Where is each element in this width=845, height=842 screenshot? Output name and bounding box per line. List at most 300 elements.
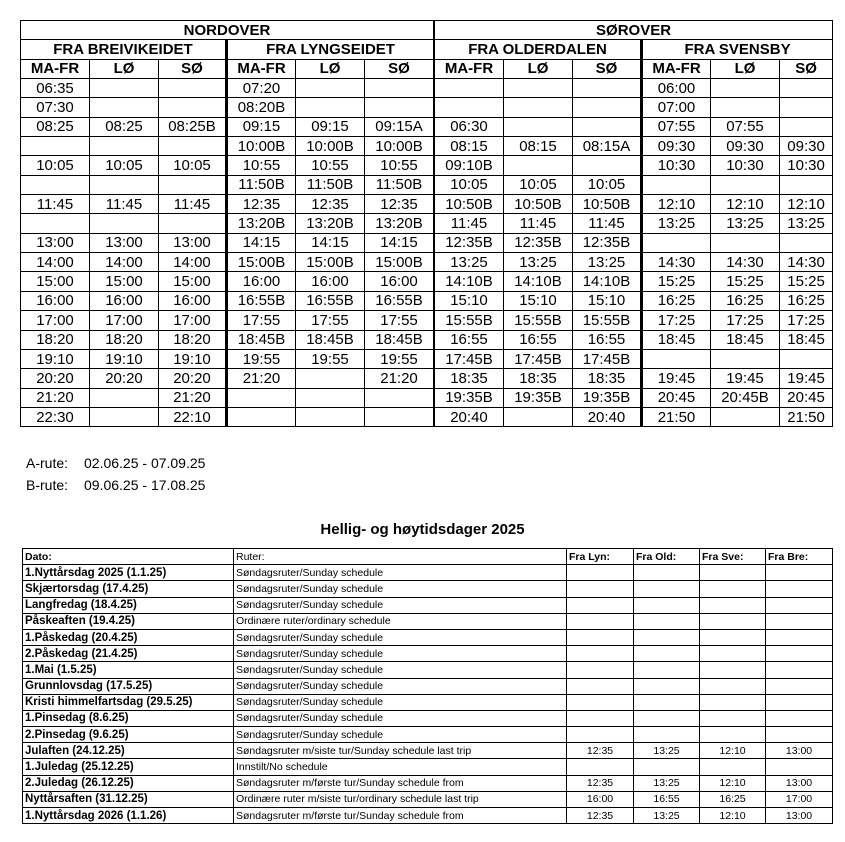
departure-time: 15:10 [573,291,642,310]
departure-time: 16:55B [365,291,434,310]
departure-time: 16:00 [365,272,434,291]
departure-time [573,79,642,98]
timetable-row [435,407,833,426]
holiday-row [23,759,833,775]
departure-time [711,98,780,117]
holiday-time [567,613,634,629]
departure-time: 09:15 [296,117,365,136]
departure-time [573,117,642,136]
timetable-row [21,175,434,194]
holiday-row [23,727,833,743]
departure-time: 07:00 [642,98,711,117]
holidays-col-header: Fra Sve: [700,549,766,565]
departure-time: 14:00 [159,253,227,272]
departure-time: 13:25 [780,214,833,233]
departure-time: 13:25 [573,253,642,272]
departure-time: 19:45 [711,369,780,388]
departure-time [504,407,573,426]
holiday-time: 13:00 [766,775,833,791]
holiday-time: 12:35 [567,743,634,759]
holidays-col-header: Fra Lyn: [567,549,634,565]
departure-time: 17:55 [227,311,296,330]
nordover-col-header: LØ [296,59,365,78]
sorover-col-header: LØ [504,59,573,78]
departure-time: 16:25 [780,291,833,310]
departure-time: 14:30 [642,253,711,272]
departure-time: 14:10B [573,272,642,291]
departure-time [90,137,159,156]
departure-time: 13:20B [227,214,296,233]
holiday-time: 12:35 [567,775,634,791]
holiday-schedule: Søndagsruter/Sunday schedule [234,678,567,694]
holiday-time: 12:10 [700,743,766,759]
departure-time: 20:40 [435,407,504,426]
departure-time: 16:55 [573,330,642,349]
holiday-time [700,662,766,678]
departure-time [21,214,90,233]
departure-time: 17:25 [780,311,833,330]
timetable-row [21,311,434,330]
holiday-time: 12:35 [567,808,634,824]
timetable-row [435,137,833,156]
departure-time: 11:45 [159,195,227,214]
timetable-row [21,369,434,388]
departure-time [365,388,434,407]
departure-time [504,117,573,136]
departure-time: 19:55 [227,349,296,368]
departure-time [296,407,365,426]
departure-time: 11:45 [435,214,504,233]
departure-time: 09:30 [711,137,780,156]
departure-time: 11:50B [365,175,434,194]
departure-time [159,175,227,194]
departure-time [780,98,833,117]
holiday-schedule: Søndagsruter m/første tur/Sunday schedule from [234,808,567,824]
holiday-date: 1.Pinsedag (8.6.25) [23,710,234,726]
holiday-time [766,759,833,775]
departure-time: 18:20 [21,330,90,349]
holiday-row [23,775,833,791]
holiday-time: 16:25 [700,791,766,807]
departure-time: 21:50 [642,407,711,426]
departure-time: 17:45B [504,349,573,368]
holiday-time [634,678,700,694]
timetable-row [435,369,833,388]
departure-time: 18:20 [159,330,227,349]
departure-time: 10:30 [711,156,780,175]
holiday-row [23,678,833,694]
holiday-time [766,597,833,613]
departure-time [504,79,573,98]
holiday-date: Nyttårsaften (31.12.25) [23,791,234,807]
departure-time: 11:50B [227,175,296,194]
holiday-schedule: Søndagsruter/Sunday schedule [234,727,567,743]
departure-time: 10:50B [435,195,504,214]
route-a-label: A-rute: [26,455,69,471]
timetable-row [435,156,833,175]
holiday-schedule: Søndagsruter/Sunday schedule [234,646,567,662]
departure-time: 17:25 [642,311,711,330]
departure-time [365,407,434,426]
departure-time: 19:10 [159,349,227,368]
holiday-time: 12:10 [700,808,766,824]
holiday-row [23,565,833,581]
departure-time [365,98,434,117]
route-b-label: B-rute: [26,477,69,493]
holiday-date: 1.Nyttårsdag 2025 (1.1.25) [23,565,234,581]
holiday-date: 1.Juledag (25.12.25) [23,759,234,775]
departure-time: 12:35B [435,233,504,252]
holiday-row [23,694,833,710]
holiday-time [700,646,766,662]
holiday-date: Kristi himmelfartsdag (29.5.25) [23,694,234,710]
holiday-schedule: Søndagsruter/Sunday schedule [234,694,567,710]
departure-time: 15:10 [435,291,504,310]
departure-time: 17:00 [21,311,90,330]
departure-time: 14:30 [780,253,833,272]
departure-time: 14:30 [711,253,780,272]
timetable-row [21,291,434,310]
holiday-row [23,808,833,824]
sorover-col-header: MA-FR [435,59,504,78]
group-fra-svensby: FRA SVENSBY [642,40,833,59]
holiday-schedule: Ordinære ruter/ordinary schedule [234,613,567,629]
departure-time: 10:05 [504,175,573,194]
holidays-col-header: Fra Bre: [766,549,833,565]
holiday-time: 12:10 [700,775,766,791]
holiday-time: 13:25 [634,808,700,824]
departure-time: 15:00 [21,272,90,291]
timetable-row [435,311,833,330]
departure-time: 19:35B [435,388,504,407]
departure-time: 15:55B [573,311,642,330]
holiday-row [23,629,833,645]
departure-time: 16:55B [227,291,296,310]
departure-time: 18:45 [711,330,780,349]
holiday-time [766,646,833,662]
departure-time: 11:50B [296,175,365,194]
departure-time [711,407,780,426]
departure-time: 14:10B [504,272,573,291]
route-a-note [26,455,205,471]
holiday-time [634,581,700,597]
departure-time: 21:20 [21,388,90,407]
holiday-schedule: Søndagsruter/Sunday schedule [234,629,567,645]
departure-time [780,175,833,194]
departure-time: 14:15 [227,233,296,252]
holidays-title: Hellig- og høytidsdager 2025 [320,521,525,538]
holiday-date: 2.Pinsedag (9.6.25) [23,727,234,743]
departure-time: 17:00 [90,311,159,330]
departure-time: 12:10 [711,195,780,214]
departure-time: 16:00 [90,291,159,310]
departure-time: 18:20 [90,330,159,349]
departure-time: 18:45B [365,330,434,349]
departure-time: 14:10B [435,272,504,291]
departure-time: 15:00B [365,253,434,272]
departure-time: 21:20 [159,388,227,407]
departure-time: 08:20B [227,98,296,117]
departure-time [780,79,833,98]
departure-time: 10:00B [296,137,365,156]
timetable-row [435,195,833,214]
departure-time [159,98,227,117]
departure-time: 17:45B [573,349,642,368]
holiday-time [700,613,766,629]
departure-time: 15:10 [504,291,573,310]
route-b-note [26,477,205,493]
timetable-row [21,195,434,214]
holiday-time [766,581,833,597]
departure-time [573,98,642,117]
departure-time: 10:05 [435,175,504,194]
departure-time: 16:00 [227,272,296,291]
departure-time [296,369,365,388]
holiday-time: 13:25 [634,775,700,791]
holiday-time [634,662,700,678]
departure-time: 18:45 [780,330,833,349]
departure-time [90,214,159,233]
holiday-time [567,694,634,710]
departure-time: 07:20 [227,79,296,98]
holiday-time: 16:00 [567,791,634,807]
timetable-row [21,156,434,175]
nordover-col-header: LØ [90,59,159,78]
nordover-col-header: SØ [365,59,434,78]
route-a-dates: 02.06.25 - 07.09.25 [84,455,206,471]
timetable-row [435,388,833,407]
holiday-row [23,597,833,613]
holiday-time [634,759,700,775]
departure-time: 15:00 [90,272,159,291]
holiday-row [23,662,833,678]
departure-time: 20:20 [159,369,227,388]
holiday-row [23,710,833,726]
departure-time: 11:45 [573,214,642,233]
holiday-schedule: Søndagsruter/Sunday schedule [234,597,567,613]
departure-time: 12:35B [573,233,642,252]
departure-time: 12:35 [227,195,296,214]
holiday-time [766,613,833,629]
timetable-row [21,233,434,252]
departure-time: 06:35 [21,79,90,98]
departure-time: 10:30 [780,156,833,175]
departure-time: 22:10 [159,407,227,426]
departure-time: 08:25 [90,117,159,136]
departure-time: 14:00 [21,253,90,272]
departure-time: 13:00 [90,233,159,252]
holiday-time [700,581,766,597]
departure-time: 20:20 [90,369,159,388]
departure-time [227,407,296,426]
departure-time [711,233,780,252]
holiday-time [634,629,700,645]
sorover-col-header: SØ [573,59,642,78]
holiday-schedule: Søndagsruter/Sunday schedule [234,565,567,581]
route-b-dates: 09.06.25 - 17.08.25 [84,477,206,493]
departure-time: 16:55B [296,291,365,310]
departure-time [365,79,434,98]
departure-time: 19:55 [365,349,434,368]
departure-time [90,98,159,117]
holiday-date: Grunnlovsdag (17.5.25) [23,678,234,694]
holiday-schedule: Innstilt/No schedule [234,759,567,775]
timetable-row [21,407,434,426]
holiday-time [634,613,700,629]
departure-time: 18:35 [435,369,504,388]
holiday-row [23,581,833,597]
holiday-time: 13:25 [634,743,700,759]
timetable-row [21,272,434,291]
holiday-date: Julaften (24.12.25) [23,743,234,759]
departure-time: 15:55B [435,311,504,330]
holidays-col-header: Ruter: [234,549,567,565]
departure-time: 12:35B [504,233,573,252]
timetable-row [21,349,434,368]
departure-time [780,117,833,136]
departure-time [642,349,711,368]
holiday-time [700,565,766,581]
holiday-time [700,694,766,710]
holiday-time [700,759,766,775]
departure-time: 19:35B [573,388,642,407]
departure-time: 14:00 [90,253,159,272]
departure-time: 07:30 [21,98,90,117]
departure-time: 15:25 [711,272,780,291]
group-fra-breivikeidet: FRA BREIVIKEIDET [21,40,227,59]
holiday-date: 2.Juledag (26.12.25) [23,775,234,791]
departure-time [711,175,780,194]
departure-time: 16:25 [642,291,711,310]
departure-time [780,349,833,368]
departure-time: 17:55 [296,311,365,330]
holiday-date: Skjærtorsdag (17.4.25) [23,581,234,597]
holiday-time [700,678,766,694]
departure-time [435,79,504,98]
holiday-schedule: Søndagsruter/Sunday schedule [234,710,567,726]
holiday-time [567,662,634,678]
departure-time [642,233,711,252]
departure-time: 19:10 [21,349,90,368]
departure-time: 20:40 [573,407,642,426]
sorover-title: SØROVER [435,21,833,40]
holidays-col-header: Dato: [23,549,234,565]
departure-time: 20:45B [711,388,780,407]
departure-time: 13:25 [711,214,780,233]
departure-time: 19:45 [642,369,711,388]
timetable-row [21,330,434,349]
timetable-row [435,349,833,368]
departure-time: 07:55 [711,117,780,136]
departure-time [90,388,159,407]
nordover-col-header: SØ [159,59,227,78]
departure-time [504,156,573,175]
timetable-row [435,79,833,98]
departure-time [90,407,159,426]
holiday-time [634,597,700,613]
holiday-date: Påskeaften (19.4.25) [23,613,234,629]
sorover-col-header: MA-FR [642,59,711,78]
holidays-table [22,548,833,824]
departure-time: 09:15A [365,117,434,136]
departure-time: 09:15 [227,117,296,136]
departure-time: 09:10B [435,156,504,175]
departure-time: 06:00 [642,79,711,98]
departure-time: 19:10 [90,349,159,368]
holiday-time [634,565,700,581]
departure-time [711,349,780,368]
departure-time: 20:20 [21,369,90,388]
holiday-date: 1.Påskedag (20.4.25) [23,629,234,645]
departure-time: 18:45B [296,330,365,349]
departure-time: 16:00 [21,291,90,310]
departure-time: 14:15 [296,233,365,252]
holiday-time [766,694,833,710]
departure-time: 10:50B [504,195,573,214]
departure-time [159,79,227,98]
holiday-time: 13:00 [766,808,833,824]
departure-time: 18:35 [573,369,642,388]
holiday-time [634,694,700,710]
departure-time: 13:00 [159,233,227,252]
departure-time: 07:55 [642,117,711,136]
holiday-time [567,759,634,775]
timetable-row [21,98,434,117]
departure-time: 16:55 [435,330,504,349]
departure-time [504,98,573,117]
departure-time [296,98,365,117]
departure-time: 13:20B [296,214,365,233]
departure-time: 13:25 [504,253,573,272]
departure-time [642,175,711,194]
departure-time: 06:30 [435,117,504,136]
timetable-row [435,233,833,252]
departure-time: 15:00B [227,253,296,272]
timetable-row [435,214,833,233]
timetable-row [21,214,434,233]
departure-time: 20:45 [642,388,711,407]
departure-time: 16:00 [296,272,365,291]
departure-time [159,214,227,233]
group-fra-lyngseidet: FRA LYNGSEIDET [227,40,434,59]
holiday-time [766,727,833,743]
timetable-row [435,117,833,136]
timetable-row [435,330,833,349]
departure-time: 19:35B [504,388,573,407]
holiday-time [700,727,766,743]
departure-time: 16:55 [504,330,573,349]
holiday-time [766,710,833,726]
holiday-time [634,710,700,726]
group-fra-olderdalen: FRA OLDERDALEN [435,40,642,59]
departure-time: 19:55 [296,349,365,368]
holiday-date: Langfredag (18.4.25) [23,597,234,613]
departure-time: 10:55 [365,156,434,175]
departure-time: 17:00 [159,311,227,330]
departure-time: 11:45 [504,214,573,233]
timetable-row [21,388,434,407]
departure-time [573,156,642,175]
departure-time [90,79,159,98]
holiday-time [567,710,634,726]
timetable-row [21,117,434,136]
holiday-schedule: Søndagsruter m/første tur/Sunday schedule from [234,775,567,791]
holiday-schedule: Ordinære ruter m/siste tur/ordinary schedule last trip [234,791,567,807]
departure-time: 15:00 [159,272,227,291]
departure-time: 17:25 [711,311,780,330]
departure-time: 10:05 [159,156,227,175]
departure-time: 08:15A [573,137,642,156]
